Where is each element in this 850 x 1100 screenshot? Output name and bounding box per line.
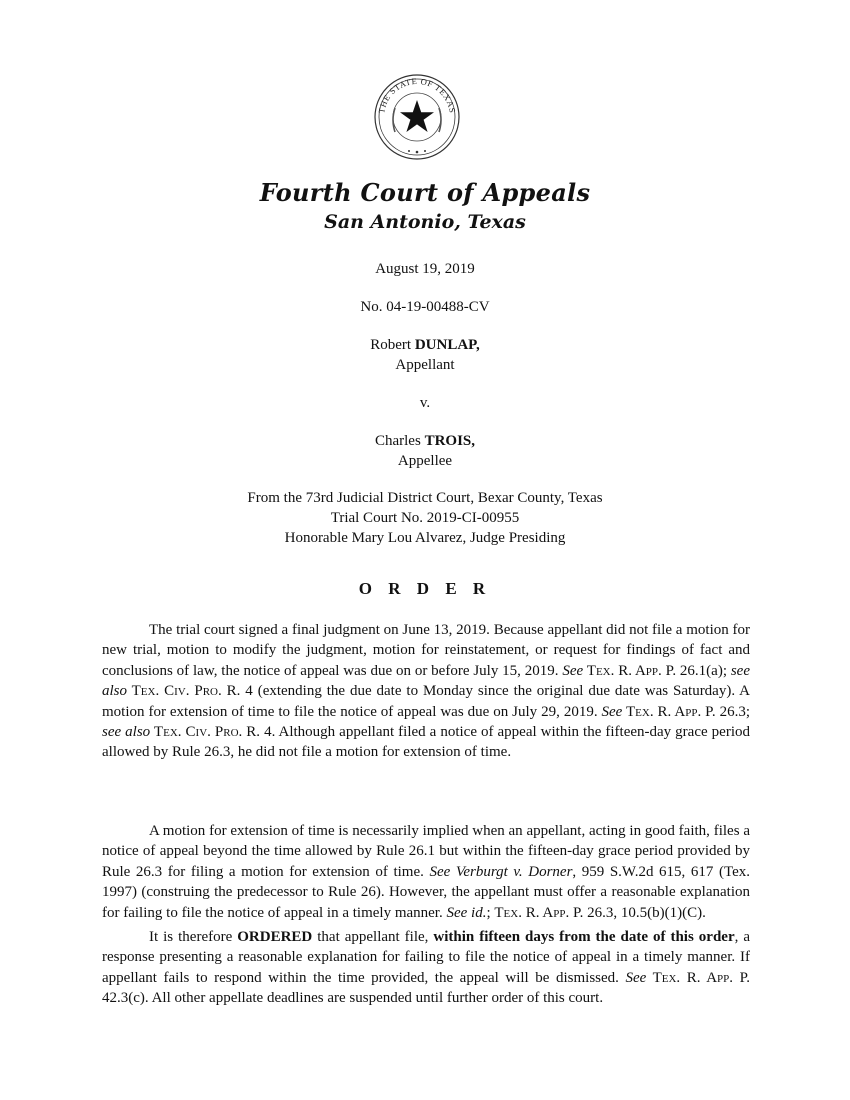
- appellee-role: Appellee: [397, 453, 453, 469]
- p1-text-4: 26.3;: [715, 703, 750, 720]
- order-paragraph-1: [102, 620, 750, 763]
- p3-text-3: , a response presenting a reasonable explanation for failing to file the notice of appeal in a timely manner. If appellant fails to respond within the time provided, the appeal will be dismissed.: [102, 929, 750, 986]
- p3-deadline-phrase: within fifteen days from the date of this order: [433, 929, 735, 945]
- p1-signal-see-2: See: [601, 703, 623, 720]
- p1-signal-see-also: see also: [102, 662, 750, 700]
- order-title: O R D E R: [358, 579, 492, 598]
- p2-text-2: , 959 S.W.2d 615, 617 (Tex. 1997) (construing the predecessor to Rule 26). However, the appellant must offer a reasonable explanation for failing to file the notice of appeal in a timely manner.: [102, 863, 750, 921]
- appellant-name: [0, 335, 850, 355]
- p1-text-1: The trial court signed a final judgment on June 13, 2019. Because appellant did not file a motion for new trial, motion to modify the judgment, motion for reinstatement, or request for findings of fact and conclusions of law, the notice of appeal was due on or before July 15, 2019.: [102, 622, 750, 679]
- p3-citation-rules: Tex. R. App. P.: [646, 969, 751, 986]
- p1-citation-civ-pro-1: Tex. Civ. Pro. R.: [127, 683, 241, 700]
- p3-text-2: that appellant file,: [312, 929, 434, 945]
- p1-citation-rules-2: Tex. R. App. P.: [622, 703, 716, 720]
- p1-text-3: 4 (extending the due date to Monday since the original due date was Saturday). A motion for extension of time to file the notice of appeal was due on July 29, 2019.: [102, 683, 750, 720]
- p2-text-1: A motion for extension of time is necessarily implied when an appellant, acting in good faith, files a notice of appeal beyond the time allowed by Rule 26.1 but within the fifteen-day grace period provided by Rule 26.3 for filing a motion for extension of time.: [102, 823, 750, 880]
- appellant-last-name: DUNLAP,: [414, 337, 480, 353]
- order-paragraph-3: [102, 927, 750, 1009]
- trial-court-info: [0, 488, 850, 548]
- case-number: No. 04-19-00488-CV: [360, 299, 490, 315]
- p1-text-2: 26.1(a);: [676, 662, 731, 679]
- appellant-first-name: Robert: [370, 337, 412, 353]
- p2-signal-see-id: See id.: [446, 904, 487, 921]
- court-location: San Antonio, Texas: [324, 211, 526, 233]
- appellee-block: [0, 431, 850, 471]
- appellee-first-name: Charles: [374, 433, 421, 449]
- p2-citation-rules: Tex. R. App. P.: [494, 904, 584, 921]
- appellee-last-name: TROIS,: [424, 433, 475, 449]
- p2-text-4: 26.3, 10.5(b)(1)(C).: [583, 904, 706, 921]
- appellant-role: Appellant: [395, 357, 455, 373]
- p1-text-5: 4. Although appellant filed a notice of appeal within the fifteen-day grace period allowed by Rule 26.3, he did not file a motion for extension of time.: [102, 724, 750, 761]
- order-paragraph-2: [102, 821, 750, 923]
- p1-citation-rules-1: Tex. R. App. P.: [583, 662, 677, 679]
- p1-signal-see: See: [562, 662, 584, 679]
- svg-text:THE STATE OF TEXAS: THE STATE OF TEXAS: [376, 75, 458, 114]
- p3-text-4: 42.3(c). All other appellate deadlines are suspended until further order of this court.: [102, 990, 604, 1007]
- trial-court-name: From the 73rd Judicial District Court, Bexar County, Texas: [247, 490, 603, 506]
- court-name: Fourth Court of Appeals: [259, 178, 591, 207]
- p2-text-3: ;: [486, 904, 495, 921]
- appellee-name: [0, 431, 850, 451]
- p1-citation-civ-pro-2: Tex. Civ. Pro. R.: [150, 724, 261, 741]
- order-date: August 19, 2019: [375, 261, 475, 277]
- p2-case-citation: See Verburgt v. Dorner: [429, 863, 573, 880]
- p3-signal-see: See: [625, 969, 647, 986]
- presiding-judge: Honorable Mary Lou Alvarez, Judge Presiding: [284, 530, 566, 546]
- state-of-texas-seal: [357, 72, 477, 162]
- p3-ordered: ORDERED: [237, 929, 313, 945]
- appellant-block: [0, 335, 850, 375]
- p3-text-1: It is therefore: [149, 929, 238, 945]
- trial-court-number: Trial Court No. 2019-CI-00955: [330, 510, 520, 526]
- p1-signal-see-also-2: see also: [102, 724, 151, 741]
- versus: v.: [419, 395, 431, 411]
